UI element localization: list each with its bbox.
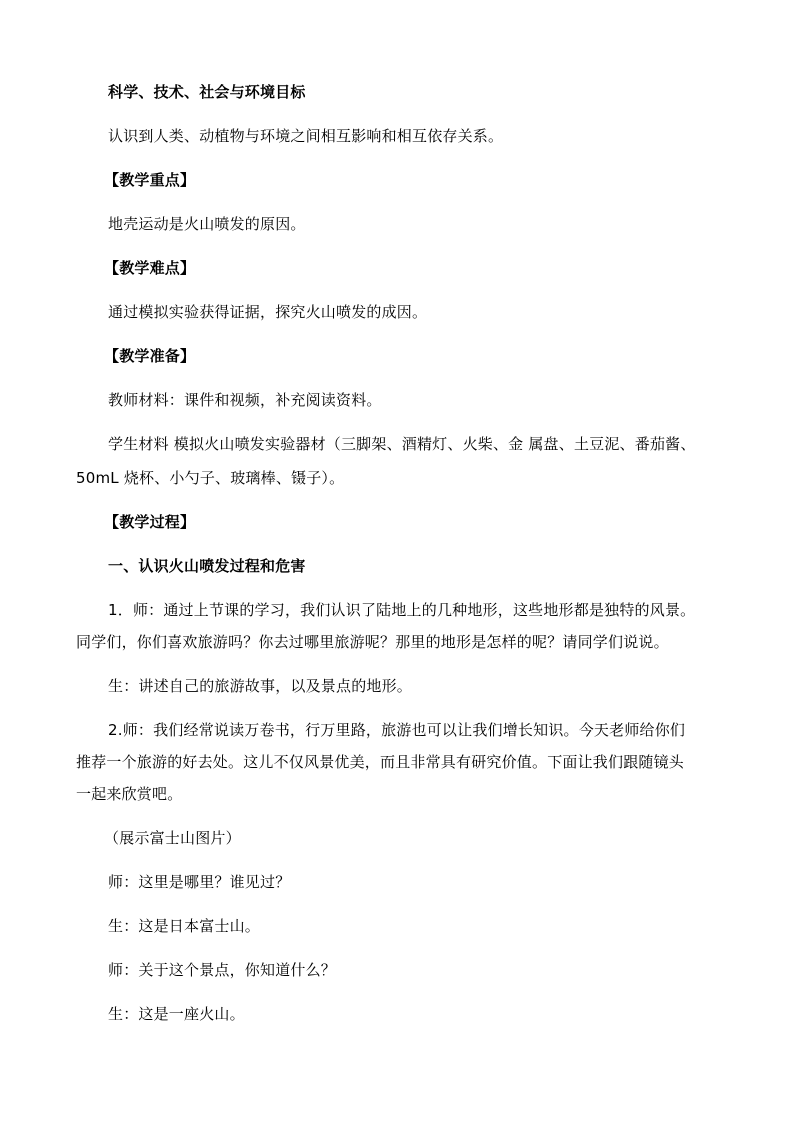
heading-difficult-points: 【教学难点】 [104,259,196,277]
paragraph-item2-line1: 2.师：我们经常说读万卷书，行万里路，旅游也可以让我们增长知识。今天老师给你们 [108,721,686,739]
heading-key-points: 【教学重点】 [104,171,196,189]
paragraph-item1-line1: 1．师：通过上节课的学习，我们认识了陆地上的几种地形，这些地形都是独特的风景。 [108,601,696,619]
paragraph-item1-line2: 同学们，你们喜欢旅游吗？你去过哪里旅游呢？那里的地形是怎样的呢？请同学们说说。 [76,633,669,651]
paragraph-teacher-question-1: 师：这里是哪里？谁见过？ [108,873,291,891]
paragraph-student-materials-line1: 学生材料 模拟火山喷发实验器材（三脚架、酒精灯、火柴、金 属盘、土豆泥、番茄酱、 [108,435,696,453]
paragraph-sts-goal: 认识到人类、动植物与环境之间相互影响和相互依存关系。 [108,127,504,145]
paragraph-item2-line2: 推荐一个旅游的好去处。这儿不仅风景优美，而且非常具有研究价值。下面让我们跟随镜头 [76,753,685,771]
paragraph-student-response-1: 生：讲述自己的旅游故事，以及景点的地形。 [108,677,413,695]
paragraph-teacher-materials: 教师材料：课件和视频，补充阅读资料。 [108,391,382,409]
section-heading-sts-goal: 科学、技术、社会与环境目标 [108,83,306,101]
paragraph-teacher-question-2: 师：关于这个景点，你知道什么？ [108,961,337,979]
heading-preparation: 【教学准备】 [104,347,196,365]
paragraph-student-answer-2: 生：这是一座火山。 [108,1005,245,1023]
paragraph-key-points: 地壳运动是火山喷发的原因。 [108,215,306,233]
paragraph-item2-line3: 一起来欣赏吧。 [76,785,183,803]
paragraph-difficult-points: 通过模拟实验获得证据，探究火山喷发的成因。 [108,303,428,321]
paragraph-show-image: （展示富士山图片） [104,829,241,847]
paragraph-student-materials-line2: 50mL 烧杯、小勺子、玻璃棒、镊子）。 [76,469,345,487]
paragraph-student-answer-1: 生：这是日本富士山。 [108,917,261,935]
heading-section-one: 一、认识火山喷发过程和危害 [108,557,306,575]
heading-teaching-process: 【教学过程】 [104,513,196,531]
